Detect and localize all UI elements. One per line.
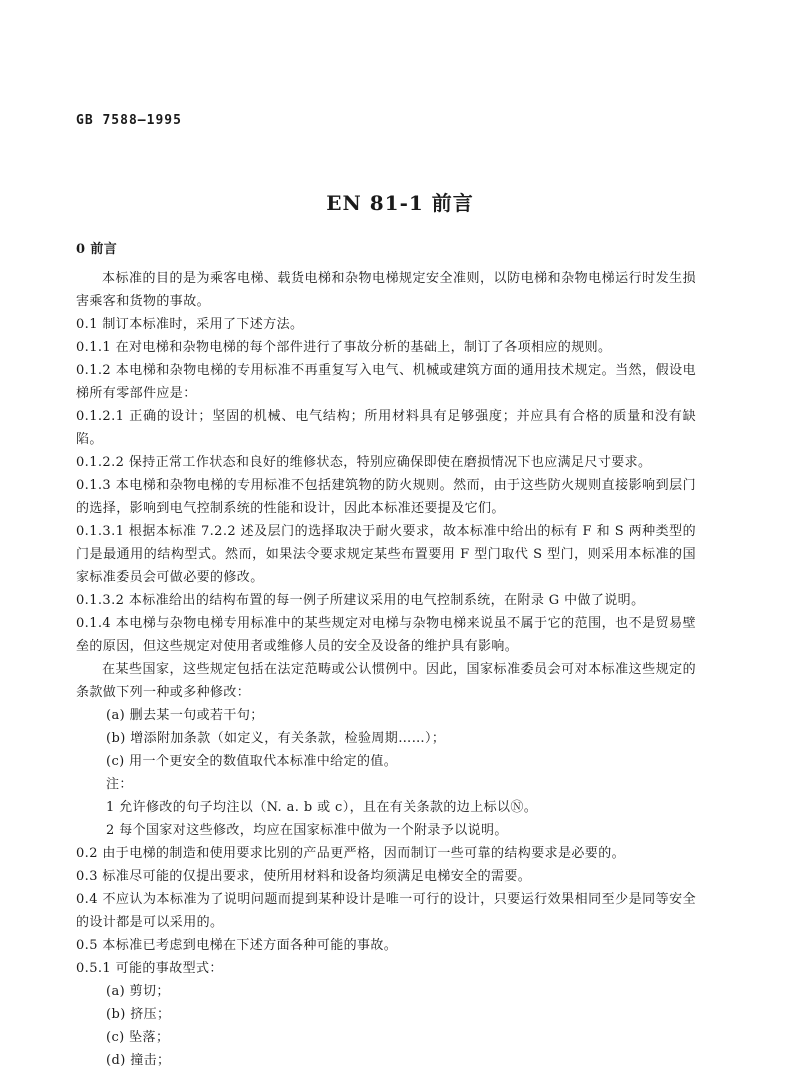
list-item: (a) 删去某一句或若干句； [106,708,264,723]
page-title: EN 81-1 前言 [326,191,474,215]
paragraph: 本标准的目的是为乘客电梯、载货电梯和杂物电梯规定安全准则，以防电梯和杂物电梯运行时发生损害乘客和货物的事故。 [76,271,696,309]
list-item: (b) 挤压； [106,1007,171,1022]
clause: 0.1.2 本电梯和杂物电梯的专用标准不再重复写入电气、机械或建筑方面的通用技术规定。当然，假设电梯所有零部件应是： [76,363,696,401]
note-label: 注： [106,777,133,792]
clause: 0.1.2.2 保持正常工作状态和良好的维修状态，特别应确保即使在磨损情况下也应满足尺寸要求。 [76,455,652,470]
clause: 0.1 制订本标准时，采用了下述方法。 [76,317,304,332]
clause: 0.1.3 本电梯和杂物电梯的专用标准不包括建筑物的防火规则。然而，由于这些防火规则直接影响到层门的选择，影响到电气控制系统的性能和设计，因此本标准还要提及它们。 [76,478,696,516]
list-item: (c) 坠落； [106,1030,170,1045]
section-heading: 0 前言 [76,242,118,257]
clause: 0.1.2.1 正确的设计；坚固的机械、电气结构；所用材料具有足够强度；并应具有合格的质量和没有缺陷。 [76,409,696,447]
clause: 0.5.1 可能的事故型式： [76,961,223,976]
clause: 0.1.3.2 本标准给出的结构布置的每一例子所建议采用的电气控制系统，在附录 G 中做了说明。 [76,593,645,608]
list-item: (a) 剪切； [106,984,170,999]
document-body [76,238,696,1072]
note-item: 1 允许修改的句子均注以（N. a. b 或 c），且在有关条款的边上标以Ⓝ。 [106,800,538,815]
clause: 0.1.4 本电梯与杂物电梯专用标准中的某些规定对电梯与杂物电梯来说虽不属于它的范围，也不是贸易壁垒的原因，但这些规定对使用者或维修人员的安全及设备的维护具有影响。 [76,616,696,654]
clause: 0.3 标准尽可能的仅提出要求，使所用材料和设备均须满足电梯安全的需要。 [76,869,532,884]
list-item: (c) 用一个更安全的数值取代本标准中给定的值。 [106,754,398,769]
clause: 0.1.1 在对电梯和杂物电梯的每个部件进行了事故分析的基础上，制订了各项相应的规则。 [76,340,612,355]
note-item: 2 每个国家对这些修改，均应在国家标准中做为一个附录予以说明。 [106,823,508,838]
clause: 0.5 本标准已考虑到电梯在下述方面各种可能的事故。 [76,938,398,953]
clause: 0.4 不应认为本标准为了说明问题而提到某种设计是唯一可行的设计，只要运行效果相同至少是同等安全的设计都是可以采用的。 [76,892,696,930]
standard-code: GB 7588—1995 [76,113,182,128]
clause: 0.2 由于电梯的制造和使用要求比别的产品更严格，因而制订一些可靠的结构要求是必要的。 [76,846,626,861]
clause: 0.1.3.1 根据本标准 7.2.2 述及层门的选择取决于耐火要求，故本标准中给出的标有 F 和 S 两种类型的门是最通用的结构型式。然而，如果法令要求规定某些布置要用 F 型门取代 S 型门，则采用本标准的国家标准委员会可做必要的修改。 [76,524,696,585]
list-item: (b) 增添附加条款（如定义，有关条款，检验周期……）； [106,731,446,746]
list-item: (d) 撞击； [106,1053,171,1068]
paragraph: 在某些国家，这些规定包括在法定范畴或公认惯例中。因此，国家标准委员会可对本标准这些规定的条款做下列一种或多种修改： [76,662,696,700]
